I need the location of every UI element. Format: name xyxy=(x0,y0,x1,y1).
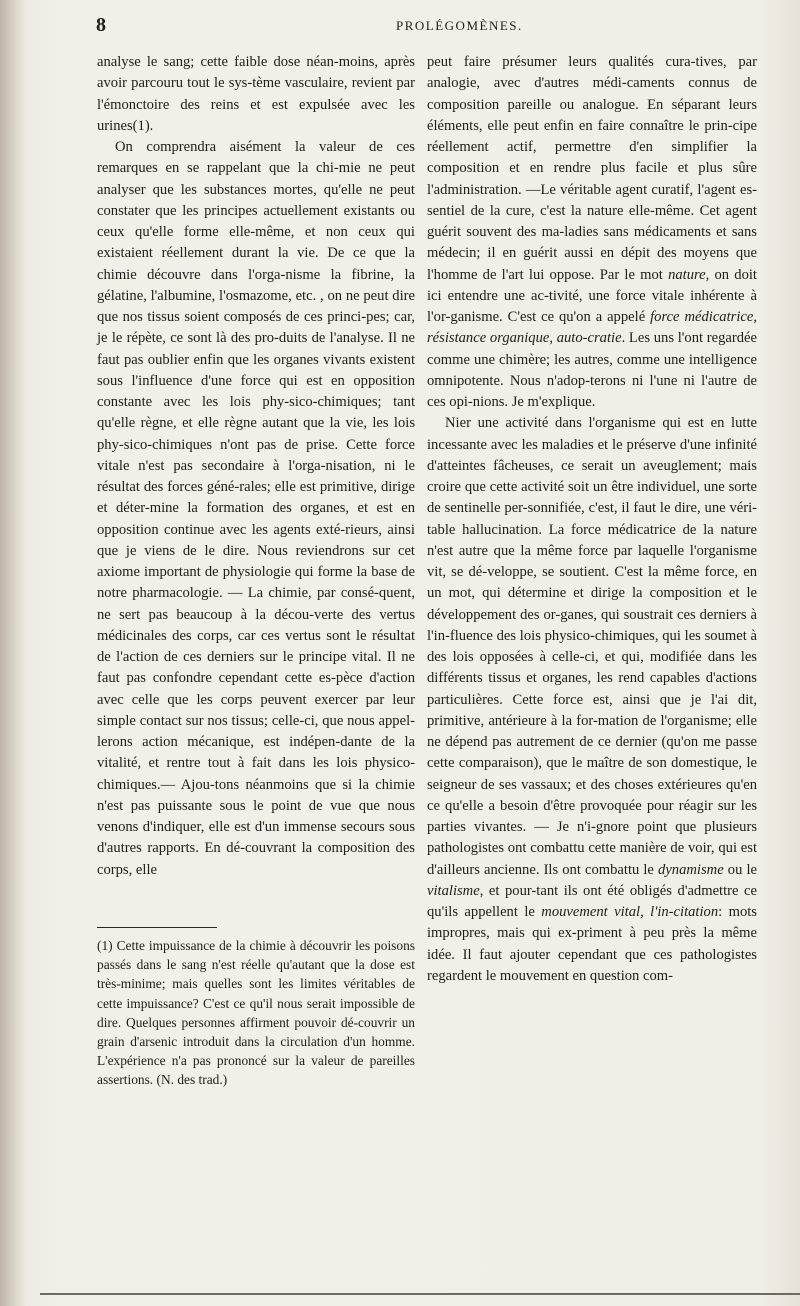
text-run: : mots impropres, mais qui ex-priment à peu près la même idée. Il faut ajouter cependant que ces pathologistes regardent le mouvement en question com- xyxy=(427,904,757,984)
footnote-text: (1) Cette impuissance de la chimie à découvrir les poisons passés dans le sang n'est réelle qu'autant que la dose est très-minime; mais quelles sont les limites véritables de cette impuissance? C'est ce qu'il nous serait impossible de dire. Quelques personnes affirment pouvoir dé-couvrir un grain d'arsenic introduit dans la circulation d'un homme. L'expérience n'a pas prononcé sur la valeur de pareilles assertions. (N. des trad.) xyxy=(97,938,415,1088)
paragraph-curative-agent xyxy=(427,52,757,413)
footnote xyxy=(97,936,415,1090)
page-binding-shadow xyxy=(0,0,26,1306)
paragraph-continued: analyse le sang; cette faible dose néan-moins, après avoir parcouru tout le sys-tème vasculaire, revient par l'émonctoire des reins et est expulsée avec les urines(1). xyxy=(97,54,415,134)
paragraph-vital-force xyxy=(427,413,757,987)
page-number: 8 xyxy=(96,14,106,36)
text-run: , on doit ici entendre une ac-tivité, une force vitale inhérente à l'or-ganisme. C'est ce qu'on a appelé xyxy=(427,266,757,325)
text-run: . Les uns l'ont regardée comme une chimère; les autres, comme une intelligence omnipotente. Nous n'adop-terons ni l'une ni l'autre de ces opi-nions. Je m'explique. xyxy=(427,330,757,410)
page-bottom-edge xyxy=(40,1293,800,1295)
paragraph-chemistry: On comprendra aisément la valeur de ces remarques en se rappelant que la chi-mie ne peut analyser que les substances mortes, qu'elle ne peut constater que les principes actuellement existants ou ceux qu'elle forme elle-même, et non ceux qui existaient réellement durant la vie. De ce que la chimie découvre dans l'orga-nisme la fibrine, la gélatine, l'albumine, l'osmazome, etc. , on ne peut dire que nos tissus soient composés de ces princi-pes; car, je le répète, ce sont là des pro-duits de l'analyse. Il ne faut pas oublier enfin que les organes vivants existent sous l'influence d'une force qui est en opposition constante avec les lois phy-sico-chimiques; tant qu'elle règne, et elle règne autant que la vie, les lois phy-sico-chimiques n'ont pas de prise. Cette force vitale n'est pas secondaire à l'orga-nisation, ni le résultat des forces géné-rales; elle est primitive, dirige et déter-mine la formation des organes, et est en opposition continue avec les agents exté-rieurs, ainsi que je viens de le dire. Nous reviendrons sur cet axiome important de physiologie qui forme la base de notre pharmacologie. — La chimie, par consé-quent, ne sert pas beaucoup à la décou-verte des vertus médicinales des corps, car ces vertus sont le résultat de l'action de ces derniers sur le principe vital. Il ne faut pas confondre cependant cette es-pèce d'action avec celle que les corps peuvent exercer par leur simple contact sur nos tissus; celle-ci, que nous appel-lerons action mécanique, est indépen-dante de la vitalité, et rentre tout à fait dans les lois physico-chimiques.— Ajou-tons néanmoins que si la chimie n'est pas puissante sous le point de vue que nous venons d'indiquer, elle est d'un immense secours sous d'autres rapports. En dé-couvrant la composition des corps, elle xyxy=(97,139,415,878)
footnote-divider xyxy=(97,927,217,928)
italic-term: dynamisme xyxy=(658,861,724,878)
page-header xyxy=(96,14,786,38)
text-run: ou le xyxy=(723,861,757,878)
left-column xyxy=(97,52,415,881)
text-run: , et pour-tant ils ont été obligés d'admettre ce qu'ils appellent le xyxy=(427,882,757,920)
right-column xyxy=(427,52,757,987)
italic-term: nature xyxy=(668,266,706,283)
italic-term: mouvement vital, l'in-citation xyxy=(541,904,719,920)
italic-term: vitalisme xyxy=(427,882,480,899)
text-run: Nier une activité dans l'organisme qui est en lutte incessante avec les maladies et le préserve d'une infinité d'atteintes fâcheuses, ce serait un aveuglement; mais croire que cette activité soit un être individuel, une sorte de sentinelle per-sonnifiée, c'est, il faut le dire, une véri-table hallucination. La force médicatrice de la nature n'est autre que la même force par laquelle l'organisme vit, se dé-veloppe, se soutient. C'est la même force, en un mot, qui détermine et dirige la composition et le développement des or-ganes, qui soustrait ces derniers à l'in-fluence des lois physico-chimiques, qui les soumet à des lois opposées à celle-ci, et qui, modifiée dans les différents tissus et organes, les rend capables d'actions particulières. Cette force est, ainsi que je l'ai dit, primitive, antérieure à la for-mation de l'organisme; elle ne dépend pas autrement de ce dernier (qu'on me passe cette comparaison), que le maître de son domestique, le seigneur de ses vassaux; et des choses extérieures qu'en ce qu'elle a besoin d'être provoquée pour réagir sur les parties vivantes. — Je n'i-gnore point que plusieurs pathologistes ont combattu cette manière de voir, qui est d'ailleurs ancienne. Ils ont combattu le xyxy=(427,415,757,878)
running-head: PROLÉGOMÈNES. xyxy=(396,18,523,33)
text-run: peut faire présumer leurs qualités cura-tives, par analogie, avec d'autres médi-caments connus de composition pareille ou analogue. En séparant leurs éléments, elle peut enfin en faire connaître le prin-cipe réellement actif, permettre d'en simplifier la composition et en rendre plus facile et plus sûre l'administration. —Le véritable agent curatif, l'agent es-sentiel de la cure, c'est la nature elle-même. Cet agent guérit souvent des ma-ladies sans médicaments et sans médecin; il en guérit aussi en dépit des moyens que l'homme de l'art lui oppose. Par le mot xyxy=(427,54,757,283)
italic-term: force médicatrice, résistance organique, auto-cratie xyxy=(427,309,757,347)
